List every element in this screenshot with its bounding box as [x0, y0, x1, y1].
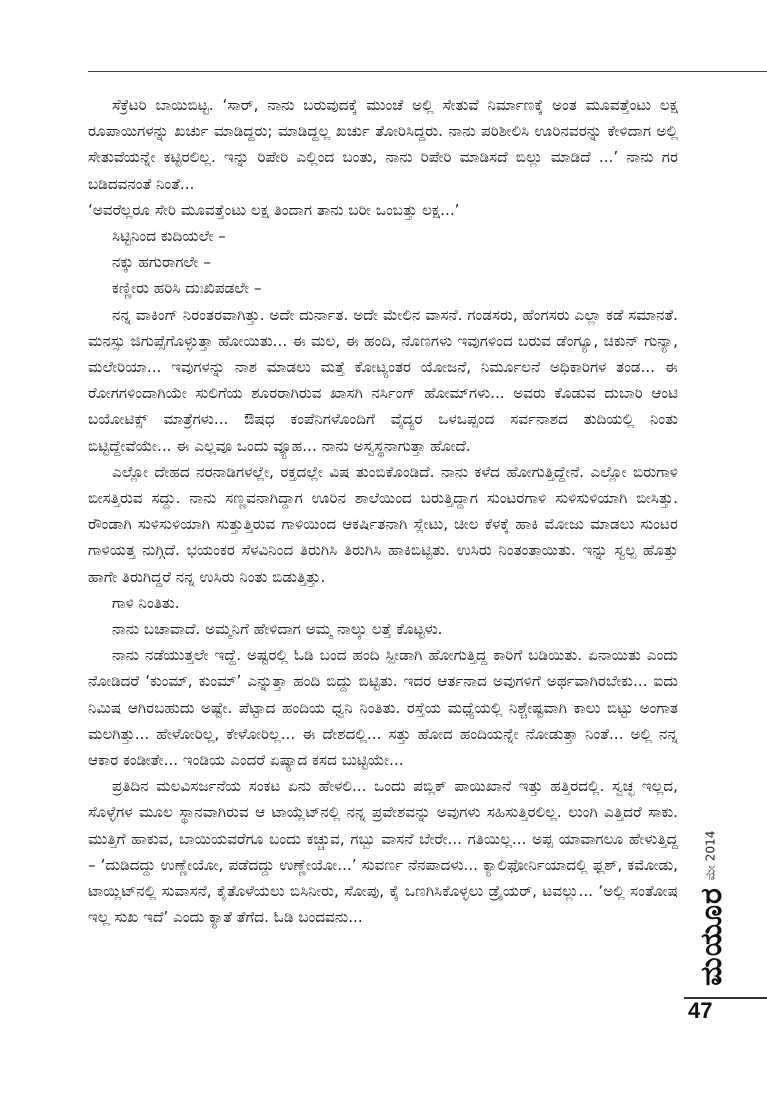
page-number: 47 — [688, 998, 713, 1023]
issue-date-text: ಮೇ 2014 — [703, 830, 718, 880]
paragraph-3: ಸಿಟ್ಟಿನಿಂದ ಕುದಿಯಲೇ – — [112, 227, 226, 246]
paragraph-7: ಎಲ್ಲೋ ದೇಹದ ನರನಾಡಿಗಳಲ್ಲೇ, ರಕ್ತದಲ್ಲೇ ವಿಷ ತುಂಬಿಕೊಂಡಿದೆ. ನಾನು ಕಳೆದ ಹೋಗುತ್ತಿದ್ದೇನೆ. ಎಲ್ಲೋ ಬಿರುಗಾಳಿ ಬೀಸತ್ತಿರುವ ಸದ್ದು. ನಾನು ಸಣ್ಣವನಾಗಿದ್ದಾಗ ಊರಿನ ಶಾಲೆಯಿಂದ ಬರುತ್ತಿದ್ದಾಗ ಸುಂಟರಗಾಳಿ ಸುಳಿಸುಳಿಯಾಗಿ ಬೀಸಿತ್ತು. ರೌಂಡಾಗಿ ಸುಳಿಸುಳಿಯಾಗಿ ಸುತ್ತುತ್ತಿರುವ ಗಾಳಿಯಿಂದ ಆಕರ್ಷಿತನಾಗಿ ಸ್ಲೇಟು, ಚೀಲ ಕೆಳಕ್ಕೆ ಹಾಕಿ ಮೋಜು ಮಾಡಲು ಸುಂಟರ ಗಾಳಿಯತ್ತ ನುಗ್ಗಿದೆ. ಭಯಂಕರ ಸೆಳವಿನಿಂದ ತಿರುಗಿಸಿ ತಿರುಗಿಸಿ ಹಾಕಿಬಿಟ್ಟಿತು. ಉಸಿರು ನಿಂತಂತಾಯಿತು. ಇನ್ನು ಸ್ವಲ್ಪ ಹೊತ್ತು ಹಾಗೇ ತಿರುಗಿದ್ದರೆ ನನ್ನ ಉಸಿರು ನಿಂತು ಬಿಡುತ್ತಿತ್ತು. — [88, 462, 678, 586]
paragraph-9: ನಾನು ಬಚಾವಾದೆ. ಅಮ್ಮನಿಗೆ ಹೇಳಿದಾಗ ಅಮ್ಮ ನಾಲ್ಕು ಲತ್ತೆ ಕೊಟ್ಟಳು. — [112, 620, 443, 639]
paragraph-8: ಗಾಳಿ ನಿಂತಿತು. — [112, 593, 180, 612]
top-rule — [88, 71, 767, 72]
paragraph-10: ನಾನು ನಡೆಯುತ್ತಲೇ ಇದ್ದೆ. ಅಷ್ಟರಲ್ಲಿ ಓಡಿ ಬಂದ ಹಂದಿ ಸ್ಪೀಡಾಗಿ ಹೋಗುತ್ತಿದ್ದ ಕಾರಿಗೆ ಬಡಿಯಿತು. ಏನಾಯಿತು ಎಂದು ನೋಡಿದರೆ ‘ಕುಂಮ್, ಕುಂಮ್’ ಎನ್ನುತ್ತಾ ಹಂದಿ ಬಿದ್ದು ಬಿಟ್ಟಿತು. ಇದರ ಆರ್ತನಾದ ಅವುಗಳಿಗೆ ಅರ್ಥವಾಗಿರಬೇಕು... ಐದು ನಿಮಿಷ ಆಗಿರಬಹುದು ಅಷ್ಟೇ. ಪೆಟ್ಟಾದ ಹಂದಿಯ ಧ್ವನಿ ನಿಂತಿತು. ರಸ್ತೆಯ ಮಧ್ಯೆಯಲ್ಲಿ ನಿಶ್ಚೇಷ್ಟವಾಗಿ ಕಾಲು ಬಿಟ್ಟು ಅಂಗಾತ ಮಲಗಿತ್ತು... ಹೇಳೋರಿಲ್ಲ, ಕೇಳೋರಿಲ್ಲ... ಈ ದೇಶದಲ್ಲಿ... ಸತ್ತು ಹೋದ ಹಂದಿಯನ್ನೇ ನೋಡುತ್ತಾ ನಿಂತೆ... ಅಲ್ಲಿ ನನ್ನ ಆಕಾರ ಕಂಡೀತೇ... ಇಂಡಿಯ ಎಂದರೆ ಏಷ್ಯಾದ ಕಸದ ಬುಟ್ಟಿಯೇ... — [88, 646, 678, 770]
paragraph-4: ನಕ್ಕು ಹಗುರಾಗಲೇ – — [112, 253, 211, 272]
magazine-sidebar — [683, 820, 737, 992]
paragraph-5: ಕಣ್ಣೀರು ಹರಿಸಿ ದುಃಖಿಪಡಲೇ – — [112, 279, 262, 298]
paragraph-2: ‘ಅವರೆಲ್ಲರೂ ಸೇರಿ ಮೂವತ್ತೆಂಟು ಲಕ್ಷ ತಿಂದಾಗ ತಾನು ಬರೀ ಒಂಬತ್ತು ಲಕ್ಷ...’ — [88, 200, 460, 219]
paragraph-1: ಸೆಕ್ರೆಟರಿ ಬಾಯಿಬಿಟ್ಟ. ‘ಸಾರ್, ನಾನು ಬರುವುದಕ್ಕೆ ಮುಂಚೆ ಅಲ್ಲಿ ಸೇತುವೆ ನಿರ್ಮಾಣಕ್ಕೆ ಅಂತ ಮೂವತ್ತೆಂಟು ಲಕ್ಷ ರೂಪಾಯಿಗಳನ್ನು ಖರ್ಚು ಮಾಡಿದ್ದರು; ಮಾಡಿದ್ದಲ್ಲ ಖರ್ಚು ತೋರಿಸಿದ್ದರು. ನಾನು ಪರಿಶೀಲಿಸಿ ಊರಿನವರನ್ನು ಕೇಳಿದಾಗ ಅಲ್ಲಿ ಸೇತುವೆಯನ್ನೇ ಕಟ್ಟಿರಲಿಲ್ಲ. ಇನ್ನು ರಿಪೇರಿ ಎಲ್ಲಿಂದ ಬಂತು, ನಾನು ರಿಪೇರಿ ಮಾಡಿಸದೆ ಬಿಲ್ಲು ಮಾಡಿದೆ ...’ ನಾನು ಗರ ಬಡಿದವನಂತೆ ನಿಂತೆ... — [88, 96, 678, 193]
magazine-masthead — [691, 880, 731, 992]
paragraph-6: ನನ್ನ ವಾಕಿಂಗ್ ನಿರಂತರವಾಗಿತ್ತು. ಅದೇ ದುರ್ನಾತ. ಅದೇ ಮೇಲಿನ ವಾಸನೆ. ಗಂಡಸರು, ಹೆಂಗಸರು ಎಲ್ಲಾ ಕಡೆ ಸಮಾನತೆ. ಮನಸ್ಸು ಜಿಗುಪ್ಸೆಗೊಳ್ಳುತ್ತಾ ಹೋಯಿತು... ಈ ಮಲ, ಈ ಹಂದಿ, ನೊಣಗಳು ಇವುಗಳಿಂದ ಬರುವ ಡೆಂಗ್ಯೂ, ಚಿಕುನ್ ಗುನ್ಯಾ, ಮಲೇರಿಯಾ... ಇವುಗಳನ್ನು ನಾಶ ಮಾಡಲು ಮತ್ತೆ ಕೋಟ್ಯಂತರ ಯೋಜನೆ, ನಿರ್ಮೂಲನೆ ಅಧಿಕಾರಿಗಳ ತಂಡ... ಈ ರೋಗಗಳಿಂದಾಗಿಯೇ ಸುಲಿಗೆಯ ಶೂರರಾಗಿರುವ ಖಾಸಗಿ ನರ್ಸಿಂಗ್ ಹೋಮ್‌ಗಳು... ಅವರು ಕೊಡುವ ದುಬಾರಿ ಆಂಟಿ ಬಯೋಟಿಕ್ಸ್ ಮಾತ್ರೆಗಳು... ಔಷಧ ಕಂಪೆನಿಗಳೊಂದಿಗೆ ವೈದ್ಯರ ಒಳಒಪ್ಪಂದ ಸರ್ವನಾಶದ ತುದಿಯಲ್ಲಿ ನಿಂತು ಬಿಟ್ಟಿದ್ದೇವೆಯೇ... ಈ ಎಲ್ಲವೂ ಒಂದು ವ್ಯೂಹ... ನಾನು ಅಸ್ವಸ್ಥನಾಗುತ್ತಾ ಹೋದೆ. — [88, 305, 678, 455]
article-body — [88, 92, 678, 931]
masthead-text: ಮಯೂರ — [693, 886, 729, 986]
paragraph-11: ಪ್ರತಿದಿನ ಮಲವಿಸರ್ಜನೆಯ ಸಂಕಟ ಏನು ಹೇಳಲಿ... ಒಂದು ಪಬ್ಲಿಕ್ ಪಾಯಿಖಾನೆ ಇತ್ತು ಹತ್ತಿರದಲ್ಲಿ. ಸ್ವಚ್ಛ ಇಲ್ಲದ, ಸೊಳ್ಳೆಗಳ ಮೂಲ ಸ್ಥಾನವಾಗಿರುವ ಆ ಟಾಯ್ಲೆಟ್‌ನಲ್ಲಿ ನನ್ನ ಪ್ರವೇಶವನ್ನು ಅವುಗಳು ಸಹಿಸುತ್ತಿರಲಿಲ್ಲ. ಲುಂಗಿ ಎತ್ತಿದರೆ ಸಾಕು. ಮುತ್ತಿಗೆ ಹಾಕುವ, ಬಾಯಿಯವರೆಗೂ ಬಂದು ಕಚ್ಚುವ, ಗಬ್ಬು ವಾಸನೆ ಬೇರೇ... ಗತಿಯಿಲ್ಲ... ಅಪ್ಪ ಯಾವಾಗಲೂ ಹೇಳುತ್ತಿದ್ದ – ‘ದುಡಿದದ್ದು ಉಣ್ಣೇಯೋ, ಪಡೆದದ್ದು ಉಣ್ಣೇಯೋ...’ ಸುವರ್ಣ ನೆನಪಾದಳು... ಕ್ಯಾಲಿಫೋರ್ನಿಯಾದಲ್ಲಿ ಫ್ಲಶ್, ಕಮೋಡು, ಟಾಯ್ಲಿಟ್‌ನಲ್ಲಿ ಸುವಾಸನೆ, ಕೈತೊಳೆಯಲು ಬಿಸಿನೀರು, ಸೋಪು, ಕೈ ಒಣಗಿಸಿಕೊಳ್ಳಲು ಡ್ರೈಯರ್, ಟವಲ್ಲು... ‘ಅಲ್ಲಿ ಸಂತೋಷ ಇಲ್ಲ ಸುಖ ಇದೆ’ ಎಂದು ಕ್ಯಾತೆ ತೆಗೆದ. ಓಡಿ ಬಂದವನು... — [88, 777, 678, 927]
